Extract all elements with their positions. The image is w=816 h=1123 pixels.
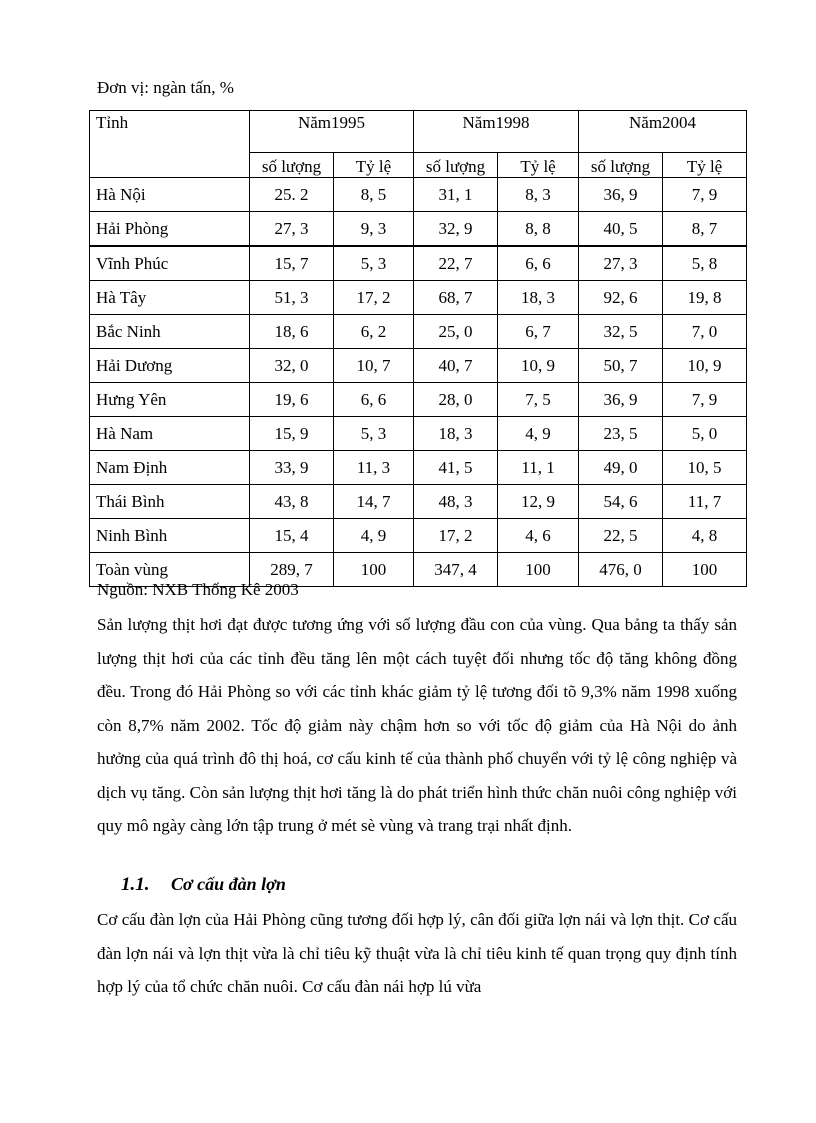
- ratio-cell: 4, 9: [498, 417, 579, 451]
- year-header-1998: Năm1998: [414, 111, 579, 153]
- quantity-cell: 68, 7: [414, 281, 498, 315]
- ratio-cell: 8, 8: [498, 212, 579, 247]
- quantity-cell: 33, 9: [250, 451, 334, 485]
- province-name: Toàn vùng: [90, 553, 250, 587]
- ratio-cell: 5, 3: [334, 417, 414, 451]
- table-row: [90, 451, 747, 485]
- province-name: Hải Phòng: [90, 212, 250, 247]
- production-table: [89, 110, 747, 587]
- ratio-cell: 5, 3: [334, 246, 414, 281]
- quantity-cell: 347, 4: [414, 553, 498, 587]
- ratio-cell: 10, 9: [663, 349, 747, 383]
- province-name: Hà Tây: [90, 281, 250, 315]
- quantity-cell: 23, 5: [579, 417, 663, 451]
- quantity-cell: 18, 3: [414, 417, 498, 451]
- quantity-cell: 27, 3: [250, 212, 334, 247]
- ratio-cell: 14, 7: [334, 485, 414, 519]
- ratio-cell: 10, 9: [498, 349, 579, 383]
- province-name: Hưng Yên: [90, 383, 250, 417]
- ratio-cell: 11, 3: [334, 451, 414, 485]
- table-row: [90, 383, 747, 417]
- quantity-cell: 32, 0: [250, 349, 334, 383]
- table-row: [90, 281, 747, 315]
- quantity-cell: 36, 9: [579, 178, 663, 212]
- quantity-cell: 31, 1: [414, 178, 498, 212]
- province-name: Nam Định: [90, 451, 250, 485]
- quantity-cell: 51, 3: [250, 281, 334, 315]
- year-header-1995: Năm1995: [250, 111, 414, 153]
- ratio-cell: 6, 7: [498, 315, 579, 349]
- province-name: Thái Bình: [90, 485, 250, 519]
- ratio-cell: 5, 8: [663, 246, 747, 281]
- subheader-quantity: số lượng: [250, 153, 334, 178]
- year-header-2004: Năm2004: [579, 111, 747, 153]
- quantity-cell: 41, 5: [414, 451, 498, 485]
- quantity-cell: 18, 6: [250, 315, 334, 349]
- subheader-quantity: số lượng: [414, 153, 498, 178]
- ratio-cell: 11, 7: [663, 485, 747, 519]
- ratio-cell: 5, 0: [663, 417, 747, 451]
- quantity-cell: 15, 7: [250, 246, 334, 281]
- quantity-cell: 476, 0: [579, 553, 663, 587]
- ratio-cell: 9, 3: [334, 212, 414, 247]
- ratio-cell: 6, 6: [498, 246, 579, 281]
- quantity-cell: 22, 7: [414, 246, 498, 281]
- ratio-cell: 17, 2: [334, 281, 414, 315]
- section-number: 1.1.: [121, 874, 150, 895]
- province-name: Vĩnh Phúc: [90, 246, 250, 281]
- ratio-cell: 100: [498, 553, 579, 587]
- subheader-ratio: Tỷ lệ: [498, 153, 579, 178]
- ratio-cell: 4, 8: [663, 519, 747, 553]
- province-name: Hải Dương: [90, 349, 250, 383]
- quantity-cell: 15, 4: [250, 519, 334, 553]
- quantity-cell: 32, 9: [414, 212, 498, 247]
- ratio-cell: 7, 0: [663, 315, 747, 349]
- ratio-cell: 6, 6: [334, 383, 414, 417]
- quantity-cell: 40, 7: [414, 349, 498, 383]
- province-name: Ninh Bình: [90, 519, 250, 553]
- table-row: [90, 519, 747, 553]
- quantity-cell: 43, 8: [250, 485, 334, 519]
- table-subheader-row: [90, 153, 747, 178]
- ratio-cell: 11, 1: [498, 451, 579, 485]
- ratio-cell: 4, 9: [334, 519, 414, 553]
- quantity-cell: 50, 7: [579, 349, 663, 383]
- quantity-cell: 28, 0: [414, 383, 498, 417]
- province-name: Hà Nội: [90, 178, 250, 212]
- paragraph-analysis: Sản lượng thịt hơi đạt được tương ứng với số lượng đầu con của vùng. Qua bảng ta thấy sản lượng thịt hơi của các tỉnh đều tăng lên một cách tuyệt đối nhưng tốc độ tăng không đồng đều. Trong đó Hải Phòng so với các tỉnh khác giảm tỷ lệ tương đối tõ 9,3% năm 1998 xuống còn 8,7% năm 2002. Tốc độ giảm này chậm hơn so với tốc độ giảm của Hà Nội do ảnh hưởng của quá trình đô thị hoá, cơ cấu kinh tế của thành phố chuyển với tỷ lệ công nghiệp và dịch vụ tăng. Còn sản lượng thịt hơi tăng là do phát triển hình thức chăn nuôi công nghiệp với quy mô ngày càng lớn tập trung ở mét sè vùng và trang trại nhất định.: [97, 615, 737, 835]
- ratio-cell: 10, 7: [334, 349, 414, 383]
- subheader-ratio: Tỷ lệ: [663, 153, 747, 178]
- source-note: Nguồn: NXB Thống Kê 2003: [97, 580, 299, 599]
- unit-label: Đơn vị: ngàn tấn, %: [97, 78, 234, 97]
- province-name: Bắc Ninh: [90, 315, 250, 349]
- ratio-cell: 4, 6: [498, 519, 579, 553]
- ratio-cell: 7, 9: [663, 178, 747, 212]
- ratio-cell: 100: [334, 553, 414, 587]
- quantity-cell: 48, 3: [414, 485, 498, 519]
- table-row: [90, 246, 747, 281]
- quantity-cell: 92, 6: [579, 281, 663, 315]
- province-header: Tỉnh: [90, 111, 250, 153]
- table-row: [90, 212, 747, 247]
- table-row: [90, 178, 747, 212]
- table-header-row: [90, 111, 747, 153]
- quantity-cell: 289, 7: [250, 553, 334, 587]
- quantity-cell: 49, 0: [579, 451, 663, 485]
- quantity-cell: 32, 5: [579, 315, 663, 349]
- subheader-ratio: Tỷ lệ: [334, 153, 414, 178]
- quantity-cell: 19, 6: [250, 383, 334, 417]
- paragraph-herd-structure: Cơ cấu đàn lợn của Hải Phòng cũng tương đối hợp lý, cân đối giữa lợn nái và lợn thịt. Cơ cấu đàn lợn nái và lợn thịt vừa là chỉ tiêu kỹ thuật vừa là chỉ tiêu kinh tế quan trọng quy định tính hợp lý của tổ chức chăn nuôi. Cơ cấu đàn nái hợp lú vừa: [97, 910, 737, 996]
- section-heading: [121, 874, 286, 896]
- section-title: Cơ cấu đàn lợn: [171, 874, 286, 894]
- quantity-cell: 54, 6: [579, 485, 663, 519]
- ratio-cell: 10, 5: [663, 451, 747, 485]
- province-name: Hà Nam: [90, 417, 250, 451]
- ratio-cell: 100: [663, 553, 747, 587]
- subheader-quantity: số lượng: [579, 153, 663, 178]
- table-row: [90, 417, 747, 451]
- quantity-cell: 15, 9: [250, 417, 334, 451]
- ratio-cell: 19, 8: [663, 281, 747, 315]
- ratio-cell: 6, 2: [334, 315, 414, 349]
- table-row: [90, 349, 747, 383]
- ratio-cell: 7, 9: [663, 383, 747, 417]
- ratio-cell: 8, 3: [498, 178, 579, 212]
- province-header-spacer: [90, 153, 250, 178]
- quantity-cell: 22, 5: [579, 519, 663, 553]
- ratio-cell: 7, 5: [498, 383, 579, 417]
- quantity-cell: 27, 3: [579, 246, 663, 281]
- ratio-cell: 12, 9: [498, 485, 579, 519]
- quantity-cell: 17, 2: [414, 519, 498, 553]
- table-row: [90, 315, 747, 349]
- quantity-cell: 25. 2: [250, 178, 334, 212]
- table-row: [90, 485, 747, 519]
- quantity-cell: 40, 5: [579, 212, 663, 247]
- ratio-cell: 18, 3: [498, 281, 579, 315]
- quantity-cell: 36, 9: [579, 383, 663, 417]
- ratio-cell: 8, 5: [334, 178, 414, 212]
- quantity-cell: 25, 0: [414, 315, 498, 349]
- ratio-cell: 8, 7: [663, 212, 747, 247]
